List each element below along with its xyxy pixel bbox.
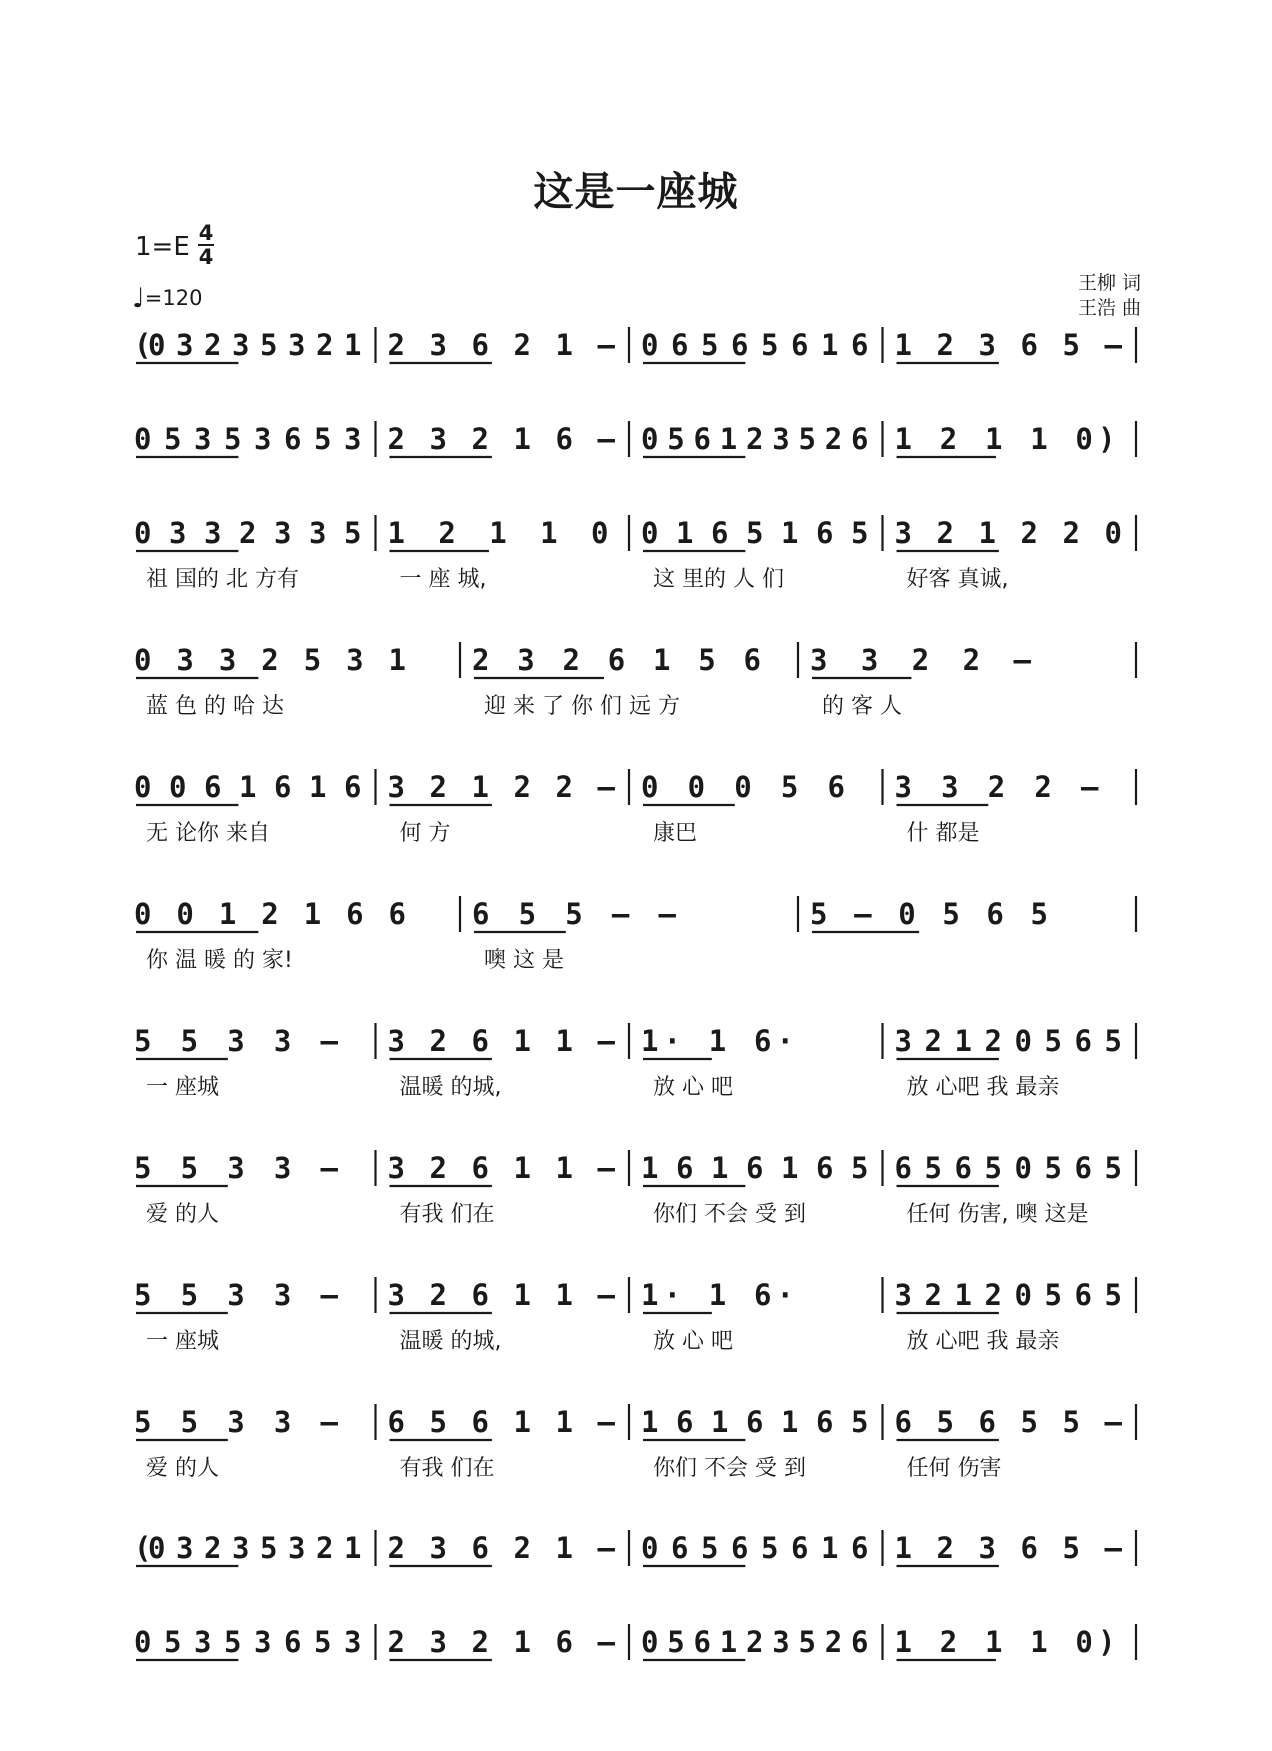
measure-notes: 3 2 1 2 0 5 6 5	[894, 1024, 1122, 1058]
lyric-line: 有我 们在	[399, 1202, 495, 1227]
lyric-line: 放 心 吧	[653, 1075, 733, 1100]
measure-notes: 3 3 2 2 –	[810, 643, 1031, 677]
time-signature-top: 4	[198, 221, 214, 245]
measure-notes: 1 6 1 6 1 6 5	[641, 1151, 869, 1185]
lyric-line: 温暖 的城,	[399, 1075, 502, 1100]
tempo-value: =120	[144, 286, 203, 310]
measure-notes: 3 2 1 2 2 0	[894, 516, 1122, 550]
lyric-line: 放 心吧 我 最亲	[906, 1075, 1060, 1100]
measure-notes: 3 2 6 1 1 –	[387, 1278, 615, 1312]
lyric-line: 放 心 吧	[653, 1329, 733, 1354]
measure-notes: 1 2 1 1 0)	[894, 1625, 1116, 1659]
measure-notes: 0 5 3 5 3 6 5 3	[134, 422, 362, 456]
measure-notes: 0 5 3 5 3 6 5 3	[134, 1625, 362, 1659]
measure-notes: 1 2 1 1 0	[387, 516, 609, 550]
measure-notes: 2 3 2 1 6 –	[387, 1625, 615, 1659]
key-signature: 1=E	[135, 232, 190, 262]
lyric-line: 一 座 城,	[399, 567, 487, 592]
lyric-line: 任何 伤害, 噢 这是	[906, 1202, 1089, 1227]
lyric-line: 祖 国的 北 方有	[146, 567, 299, 592]
lyric-line: 蓝 色 的 哈 达	[146, 694, 284, 719]
lyric-line: 何 方	[399, 821, 451, 846]
measure-notes: 2 3 6 2 1 –	[387, 1531, 615, 1565]
lyric-line: 噢 这 是	[484, 948, 564, 973]
measure-notes: 5 5 3 3 –	[134, 1024, 338, 1058]
composer-credit: 王浩 曲	[1078, 297, 1142, 319]
measure-notes: 1 2 3 6 5 –	[894, 328, 1122, 362]
measure-notes: 1· 1 6·	[641, 1024, 794, 1058]
measure-notes: 1 2 3 6 5 –	[894, 1531, 1122, 1565]
measure-notes: 0 6 5 6 5 6 1 6	[641, 328, 869, 362]
lyric-line: 放 心吧 我 最亲	[906, 1329, 1060, 1354]
measure-notes: 0 1 6 5 1 6 5	[641, 516, 869, 550]
measure-notes: 0 0 0 5 6	[641, 770, 845, 804]
measure-notes: 2 3 2 6 1 5 6	[472, 643, 761, 677]
measure-notes: 0 3 3 2 5 3 1	[134, 643, 406, 677]
measure-notes: 5 5 3 3 –	[134, 1278, 338, 1312]
lyric-line: 什 都是	[906, 821, 980, 846]
measure-notes: (0 3 2 3 5 3 2 1	[134, 1531, 362, 1565]
measure-notes: 0 0 6 1 6 1 6	[134, 770, 362, 804]
lyric-line: 有我 们在	[399, 1456, 495, 1481]
measure-notes: 2 3 6 2 1 –	[387, 328, 615, 362]
lyric-line: 一 座城	[146, 1075, 219, 1100]
measure-notes: 6 5 6 5 0 5 6 5	[894, 1151, 1122, 1185]
measure-notes: 0 5 6 1 2 3 5 2 6	[641, 422, 869, 456]
measure-notes: 1· 1 6·	[641, 1278, 794, 1312]
lyric-line: 爱 的人	[146, 1202, 219, 1227]
measure-notes: 1 6 1 6 1 6 5	[641, 1405, 869, 1439]
measure-notes: 0 6 5 6 5 6 1 6	[641, 1531, 869, 1565]
quarter-note-icon: ♩	[132, 283, 145, 314]
time-signature-bottom: 4	[198, 245, 214, 269]
measure-notes: 3 2 1 2 2 –	[387, 770, 615, 804]
measure-notes: 0 0 1 2 1 6 6	[134, 897, 406, 931]
measure-notes: 2 3 2 1 6 –	[387, 422, 615, 456]
measure-notes: 3 2 6 1 1 –	[387, 1024, 615, 1058]
lyric-line: 爱 的人	[146, 1456, 219, 1481]
measure-notes: 3 2 6 1 1 –	[387, 1151, 615, 1185]
lyric-line: 你们 不会 受 到	[653, 1202, 806, 1227]
measure-notes: 0 3 3 2 3 3 5	[134, 516, 362, 550]
song-title: 这是一座城	[533, 169, 739, 215]
lyric-line: 的 客 人	[822, 694, 902, 719]
measure-notes: 6 5 5 – –	[472, 897, 676, 931]
measure-notes: 5 5 3 3 –	[134, 1151, 338, 1185]
lyric-line: 无 论你 来自	[146, 821, 270, 846]
measure-notes: (0 3 2 3 5 3 2 1	[134, 328, 362, 362]
lyric-line: 康巴	[653, 821, 698, 846]
measure-notes: 6 5 6 5 5 –	[894, 1405, 1122, 1439]
measure-notes: 5 – 0 5 6 5	[810, 897, 1048, 931]
lyric-line: 温暖 的城,	[399, 1329, 502, 1354]
lyric-line: 一 座城	[146, 1329, 219, 1354]
lyric-line: 这 里的 人 们	[653, 567, 784, 592]
measure-notes: 3 2 1 2 0 5 6 5	[894, 1278, 1122, 1312]
measure-notes: 0 5 6 1 2 3 5 2 6	[641, 1625, 869, 1659]
measure-notes: 5 5 3 3 –	[134, 1405, 338, 1439]
lyric-line: 迎 来 了 你 们 远 方	[484, 694, 680, 719]
lyric-line: 你 温 暖 的 家!	[146, 948, 293, 973]
lyric-line: 任何 伤害	[906, 1456, 1002, 1481]
lyric-line: 好客 真诚,	[906, 567, 1009, 592]
lyric-line: 你们 不会 受 到	[653, 1456, 806, 1481]
measure-notes: 1 2 1 1 0)	[894, 422, 1116, 456]
lyricist-credit: 王柳 词	[1078, 272, 1142, 294]
measure-notes: 3 3 2 2 –	[894, 770, 1099, 804]
measure-notes: 6 5 6 1 1 –	[387, 1405, 615, 1439]
